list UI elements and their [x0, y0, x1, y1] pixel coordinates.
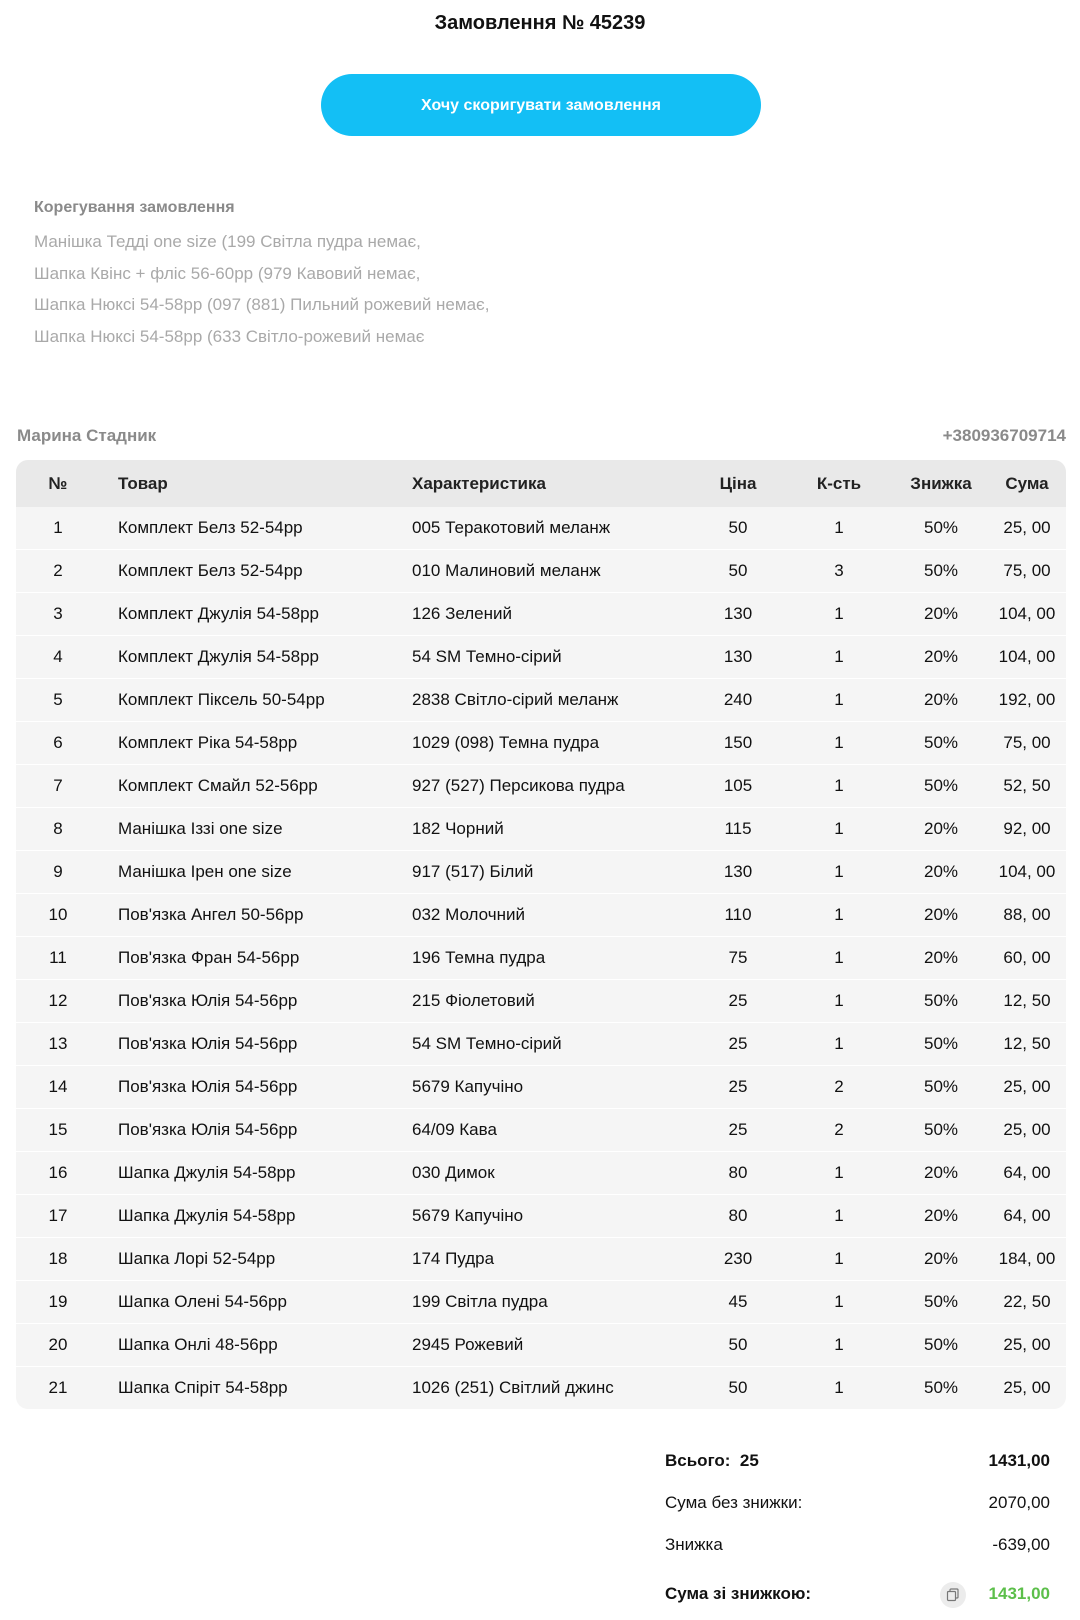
cell-number: 3 [16, 593, 100, 636]
table-row [16, 808, 1066, 851]
cell-characteristic: 010 Малиновий меланж [406, 550, 692, 593]
cell-product: Пов'язка Юлія 54-56рр [100, 1023, 406, 1066]
customer-name: Марина Стадник [17, 426, 157, 445]
cell-sum: 25, 00 [988, 1066, 1066, 1109]
total-label: Всього: [665, 1451, 731, 1470]
cell-quantity: 1 [784, 894, 894, 937]
no-discount-value: 2070,00 [988, 1493, 1050, 1512]
cell-characteristic: 174 Пудра [406, 1238, 692, 1281]
cell-sum: 12, 50 [988, 980, 1066, 1023]
cell-discount: 20% [894, 808, 988, 851]
cell-price: 45 [692, 1281, 784, 1324]
cell-number: 13 [16, 1023, 100, 1066]
cell-discount: 50% [923, 1378, 959, 1397]
table-row [16, 550, 1066, 593]
table-row [16, 636, 1066, 679]
total-label-group [665, 1440, 759, 1482]
col-header-product: Товар [100, 460, 406, 507]
cell-discount: 20% [894, 851, 988, 894]
cell-price: 25 [692, 1066, 784, 1109]
totals-row-all [665, 1440, 1050, 1482]
cell-price: 75 [692, 937, 784, 980]
cell-characteristic: 917 (517) Білий [406, 851, 692, 894]
discount-label: Знижка [665, 1535, 723, 1554]
cell-quantity: 1 [784, 1281, 894, 1324]
cell-number: 11 [16, 937, 100, 980]
cell-product: Пов'язка Юлія 54-56рр [100, 1109, 406, 1152]
cell-price: 110 [692, 894, 784, 937]
table-row [16, 1109, 1066, 1152]
correction-line: Шапка Квінс + фліс 56-60рр (979 Кавовий немає, [34, 263, 421, 283]
customer-phone[interactable]: +380936709714 [942, 426, 1066, 445]
cell-sum: 92, 00 [988, 808, 1066, 851]
cell-discount: 20% [894, 593, 988, 636]
cell-sum: 25, 00 [988, 1109, 1066, 1152]
cell-number: 5 [16, 679, 100, 722]
cell-product: Шапка Онлі 48-56рр [100, 1324, 406, 1367]
cell-number: 9 [16, 851, 100, 894]
cell-characteristic: 182 Чорний [406, 808, 692, 851]
cell-sum: 25, 00 [1003, 1378, 1051, 1397]
table-row [16, 1324, 1066, 1367]
cell-number: 16 [16, 1152, 100, 1195]
table-row [16, 765, 1066, 808]
col-header-discount: Знижка [894, 460, 988, 507]
cell-price: 50 [692, 550, 784, 593]
cell-number: 15 [16, 1109, 100, 1152]
cell-discount: 20% [894, 679, 988, 722]
cell-discount: 50% [894, 1066, 988, 1109]
no-discount-label: Сума без знижки: [665, 1493, 803, 1512]
cell-sum: 64, 00 [988, 1152, 1066, 1195]
cell-characteristic: 927 (527) Персикова пудра [406, 765, 692, 808]
cell-price: 50 [692, 1324, 784, 1367]
correction-heading: Корегування замовлення [34, 199, 235, 216]
cell-number: 21 [48, 1378, 68, 1397]
cell-quantity: 1 [784, 937, 894, 980]
cell-number: 19 [16, 1281, 100, 1324]
cell-discount: 20% [894, 937, 988, 980]
cell-sum: 52, 50 [988, 765, 1066, 808]
cell-price: 50 [728, 1378, 748, 1397]
table-row [16, 679, 1066, 722]
cell-number: 7 [16, 765, 100, 808]
cell-quantity: 2 [784, 1066, 894, 1109]
cell-sum: 60, 00 [988, 937, 1066, 980]
cell-product: Шапка Спіріт 54-58рр [118, 1378, 288, 1397]
table-row [16, 1152, 1066, 1195]
cell-discount: 20% [894, 1152, 988, 1195]
cell-product: Шапка Джулія 54-58рр [100, 1152, 406, 1195]
table-row [16, 507, 1066, 550]
final-value: 1431,00 [988, 1584, 1050, 1603]
cell-characteristic: 64/09 Кава [406, 1109, 692, 1152]
cell-discount: 50% [894, 1023, 988, 1066]
total-value: 1431,00 [988, 1451, 1050, 1470]
col-header-characteristic: Характеристика [406, 460, 692, 507]
order-table [16, 460, 1066, 1409]
cell-number: 4 [16, 636, 100, 679]
cell-quantity: 1 [834, 1378, 844, 1397]
cell-quantity: 1 [784, 980, 894, 1023]
col-header-number: № [16, 460, 100, 507]
cell-sum: 88, 00 [988, 894, 1066, 937]
table-row [16, 894, 1066, 937]
table-row [16, 722, 1066, 765]
cell-sum: 192, 00 [988, 679, 1066, 722]
cell-product: Комплект Смайл 52-56рр [100, 765, 406, 808]
cell-characteristic: 199 Світла пудра [406, 1281, 692, 1324]
cell-product: Комплект Піксель 50-54рр [100, 679, 406, 722]
cell-characteristic: 2945 Рожевий [406, 1324, 692, 1367]
cell-characteristic: 2838 Світло-сірий меланж [406, 679, 692, 722]
cell-characteristic: 54 SM Темно-сірий [406, 636, 692, 679]
cell-quantity: 1 [784, 765, 894, 808]
cell-characteristic: 54 SM Темно-сірий [406, 1023, 692, 1066]
edit-order-button[interactable]: Хочу скоригувати замовлення [321, 74, 761, 136]
cell-quantity: 1 [784, 808, 894, 851]
cell-quantity: 1 [784, 722, 894, 765]
table-row [16, 1195, 1066, 1238]
cell-product: Шапка Лорі 52-54рр [100, 1238, 406, 1281]
cell-discount: 50% [894, 507, 988, 550]
cell-discount: 50% [894, 1324, 988, 1367]
cell-price: 25 [692, 980, 784, 1023]
cell-quantity: 1 [784, 507, 894, 550]
cell-number: 17 [16, 1195, 100, 1238]
cell-quantity: 1 [784, 1195, 894, 1238]
totals-row-no-discount [665, 1482, 1050, 1524]
cell-product: Комплект Джулія 54-58рр [100, 593, 406, 636]
cell-discount: 50% [894, 980, 988, 1023]
table-row [16, 1367, 1066, 1410]
cell-quantity: 1 [784, 1238, 894, 1281]
cell-characteristic: 5679 Капучіно [406, 1066, 692, 1109]
cell-quantity: 1 [784, 1152, 894, 1195]
cell-price: 150 [692, 722, 784, 765]
cell-discount: 20% [894, 636, 988, 679]
cell-price: 130 [692, 593, 784, 636]
col-header-price: Ціна [692, 460, 784, 507]
cell-product: Комплект Белз 52-54рр [100, 550, 406, 593]
page-title: Замовлення № 45239 [434, 12, 646, 34]
cell-product: Пов'язка Фран 54-56рр [100, 937, 406, 980]
cell-number: 2 [16, 550, 100, 593]
cell-price: 105 [692, 765, 784, 808]
col-header-sum: Сума [988, 460, 1066, 507]
cell-discount: 50% [894, 1281, 988, 1324]
cell-price: 50 [692, 507, 784, 550]
cell-product: Манішка Іззі one size [100, 808, 406, 851]
cell-price: 80 [692, 1152, 784, 1195]
cell-product: Комплект Джулія 54-58рр [100, 636, 406, 679]
cell-number: 12 [16, 980, 100, 1023]
cell-number: 14 [16, 1066, 100, 1109]
cell-price: 25 [692, 1109, 784, 1152]
cell-sum: 104, 00 [988, 593, 1066, 636]
table-row [16, 1023, 1066, 1066]
cell-sum: 75, 00 [988, 722, 1066, 765]
cell-sum: 12, 50 [988, 1023, 1066, 1066]
cell-sum: 25, 00 [988, 507, 1066, 550]
cell-number: 6 [16, 722, 100, 765]
cell-discount: 20% [894, 894, 988, 937]
cell-quantity: 2 [784, 1109, 894, 1152]
cell-discount: 20% [894, 1238, 988, 1281]
cell-quantity: 1 [784, 851, 894, 894]
table-row [16, 851, 1066, 894]
cell-number: 1 [16, 507, 100, 550]
discount-value: -639,00 [992, 1535, 1050, 1554]
correction-line: Шапка Нюксі 54-58рр (097 (881) Пильний рожевий немає, [34, 295, 490, 314]
cell-product: Манішка Ірен one size [100, 851, 406, 894]
total-quantity: 25 [739, 1451, 759, 1470]
cell-characteristic: 1029 (098) Темна пудра [406, 722, 692, 765]
totals-row-final [665, 1570, 1050, 1618]
cell-product: Комплект Ріка 54-58рр [100, 722, 406, 765]
cell-price: 230 [692, 1238, 784, 1281]
cell-discount: 20% [894, 1195, 988, 1238]
table-row [16, 980, 1066, 1023]
cell-characteristic: 1026 (251) Світлий джинс [412, 1378, 614, 1397]
cell-characteristic: 032 Молочний [406, 894, 692, 937]
cell-number: 10 [16, 894, 100, 937]
final-label: Сума зі знижкою: [665, 1584, 812, 1603]
cell-quantity: 1 [784, 1023, 894, 1066]
cell-quantity: 3 [784, 550, 894, 593]
cell-sum: 104, 00 [988, 636, 1066, 679]
cell-price: 240 [692, 679, 784, 722]
correction-line: Шапка Нюксі 54-58рр (633 Світло-рожевий немає [34, 326, 425, 346]
cell-sum: 22, 50 [988, 1281, 1066, 1324]
cell-sum: 184, 00 [988, 1238, 1066, 1281]
cell-discount: 50% [894, 1109, 988, 1152]
cell-price: 130 [692, 851, 784, 894]
cell-price: 130 [692, 636, 784, 679]
table-row [16, 937, 1066, 980]
cell-sum: 75, 00 [988, 550, 1066, 593]
cell-product: Комплект Белз 52-54рр [100, 507, 406, 550]
cell-characteristic: 196 Темна пудра [406, 937, 692, 980]
cell-price: 115 [692, 808, 784, 851]
cell-number: 8 [16, 808, 100, 851]
totals-row-discount [665, 1524, 1050, 1566]
cell-sum: 25, 00 [988, 1324, 1066, 1367]
cell-quantity: 1 [784, 636, 894, 679]
cell-product: Пов'язка Юлія 54-56рр [100, 1066, 406, 1109]
cell-product: Пов'язка Юлія 54-56рр [100, 980, 406, 1023]
cell-discount: 50% [894, 722, 988, 765]
cell-discount: 50% [894, 550, 988, 593]
cell-characteristic: 215 Фіолетовий [406, 980, 692, 1023]
correction-line: Манішка Тедді one size (199 Світла пудра немає, [34, 232, 421, 251]
table-row [16, 1281, 1066, 1324]
col-header-quantity: К-сть [784, 460, 894, 507]
cell-sum: 104, 00 [988, 851, 1066, 894]
cell-sum: 64, 00 [988, 1195, 1066, 1238]
totals-block [665, 1440, 1050, 1618]
correction-block [34, 196, 734, 352]
cell-discount: 50% [894, 765, 988, 808]
table-row [16, 1066, 1066, 1109]
cell-quantity: 1 [784, 1324, 894, 1367]
cell-number: 18 [16, 1238, 100, 1281]
cell-characteristic: 030 Димок [406, 1152, 692, 1195]
cell-number: 20 [16, 1324, 100, 1367]
cell-product: Шапка Олені 54-56рр [100, 1281, 406, 1324]
table-row [16, 593, 1066, 636]
cell-price: 25 [692, 1023, 784, 1066]
cell-quantity: 1 [784, 593, 894, 636]
cell-characteristic: 126 Зелений [406, 593, 692, 636]
table-header-row [16, 460, 1066, 507]
cell-product: Шапка Джулія 54-58рр [100, 1195, 406, 1238]
cell-price: 80 [692, 1195, 784, 1238]
cell-quantity: 1 [784, 679, 894, 722]
table-row [16, 1238, 1066, 1281]
copy-icon[interactable] [940, 1582, 966, 1608]
cell-characteristic: 5679 Капучіно [406, 1195, 692, 1238]
cell-product: Пов'язка Ангел 50-56рр [100, 894, 406, 937]
cell-characteristic: 005 Теракотовий меланж [406, 507, 692, 550]
